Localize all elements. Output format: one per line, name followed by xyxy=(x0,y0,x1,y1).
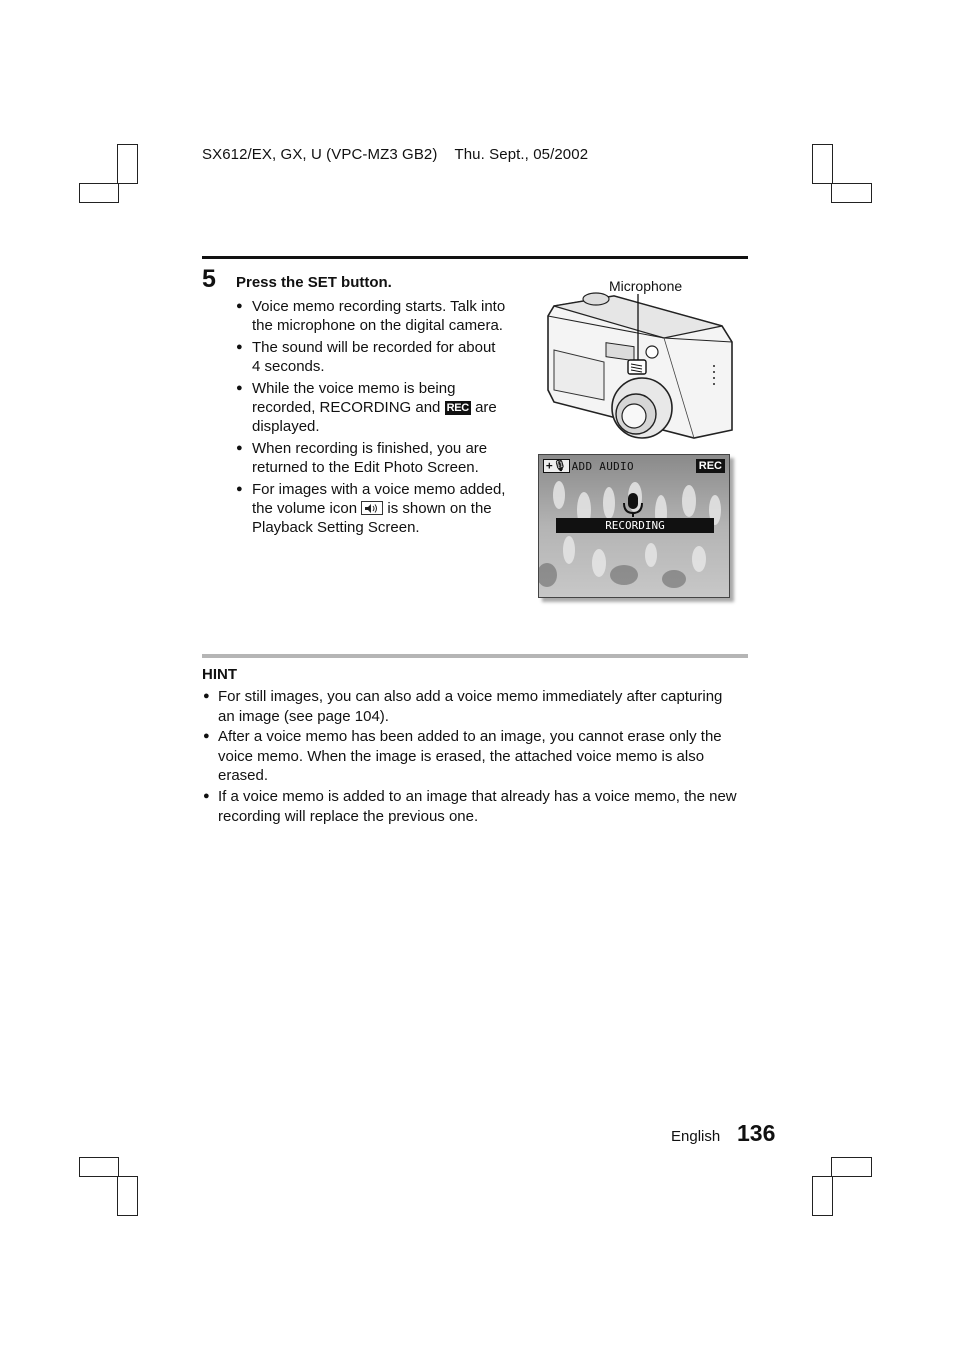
footer-language: English xyxy=(671,1128,721,1145)
step-bullet: ● When recording is finished, you are returned to the Edit Photo Screen. xyxy=(236,439,506,478)
hint-item: ● For still images, you can also add a voice memo immediately after capturing an image (see page 104). xyxy=(202,687,742,726)
crop-mark-top-right-vertical xyxy=(812,144,833,184)
bullet-text: For images with a voice memo added, the volume icon xyxy=(252,480,506,518)
header-date: Thu. Sept., 05/2002 xyxy=(454,146,589,163)
bullet-text: While the voice memo is being recorded, RECORDING and xyxy=(252,379,456,417)
hint-title: HINT xyxy=(202,666,237,683)
step-number: 5 xyxy=(202,265,216,293)
step-bullet: ● Voice memo recording starts. Talk into the microphone on the digital camera. xyxy=(236,297,506,336)
screen-title: ADD AUDIO xyxy=(571,459,634,473)
crop-mark-top-left-horizontal xyxy=(79,183,119,203)
bullet-text: are displayed. xyxy=(252,399,497,436)
step-bullet-list xyxy=(236,297,506,540)
page-number: 136 xyxy=(737,1120,776,1146)
step-bullet xyxy=(236,379,506,437)
step-title: Press the SET button. xyxy=(236,274,392,291)
camera-illustration xyxy=(544,290,736,446)
lcd-screen xyxy=(538,454,730,598)
plus-icon: + xyxy=(546,459,553,472)
add-audio-icon: +🎙 xyxy=(543,459,570,473)
hint-item: ● If a voice memo is added to an image that already has a voice memo, the new recording will replace the previous one. xyxy=(202,787,742,826)
crop-mark-bottom-right-horizontal xyxy=(831,1157,872,1177)
rec-icon: REC xyxy=(696,459,725,473)
hint-list xyxy=(202,687,742,827)
section-rule xyxy=(202,256,748,259)
volume-icon xyxy=(361,501,383,515)
microphone-label: Microphone xyxy=(609,278,683,294)
crop-mark-bottom-left-vertical xyxy=(117,1176,138,1216)
step-bullet: ● The sound will be recorded for about 4 seconds. xyxy=(236,338,506,377)
print-header xyxy=(202,146,588,163)
crop-mark-bottom-right-vertical xyxy=(812,1176,833,1216)
bullet-text: is shown on the Playback Setting Screen. xyxy=(252,500,492,537)
rec-icon: REC xyxy=(446,402,469,415)
crop-mark-top-left-vertical xyxy=(117,144,138,184)
step-bullet xyxy=(236,480,506,538)
crop-mark-top-right-horizontal xyxy=(831,183,872,203)
hint-item: ● After a voice memo has been added to an image, you cannot erase only the voice memo. When the image is erased, the attached voice memo is also erased. xyxy=(202,727,742,786)
screen-title-bar xyxy=(543,459,634,473)
recording-banner: RECORDING xyxy=(556,518,714,533)
crop-mark-bottom-left-horizontal xyxy=(79,1157,119,1177)
hint-rule xyxy=(202,654,748,658)
header-model: SX612/EX, GX, U (VPC-MZ3 GB2) xyxy=(202,146,438,163)
